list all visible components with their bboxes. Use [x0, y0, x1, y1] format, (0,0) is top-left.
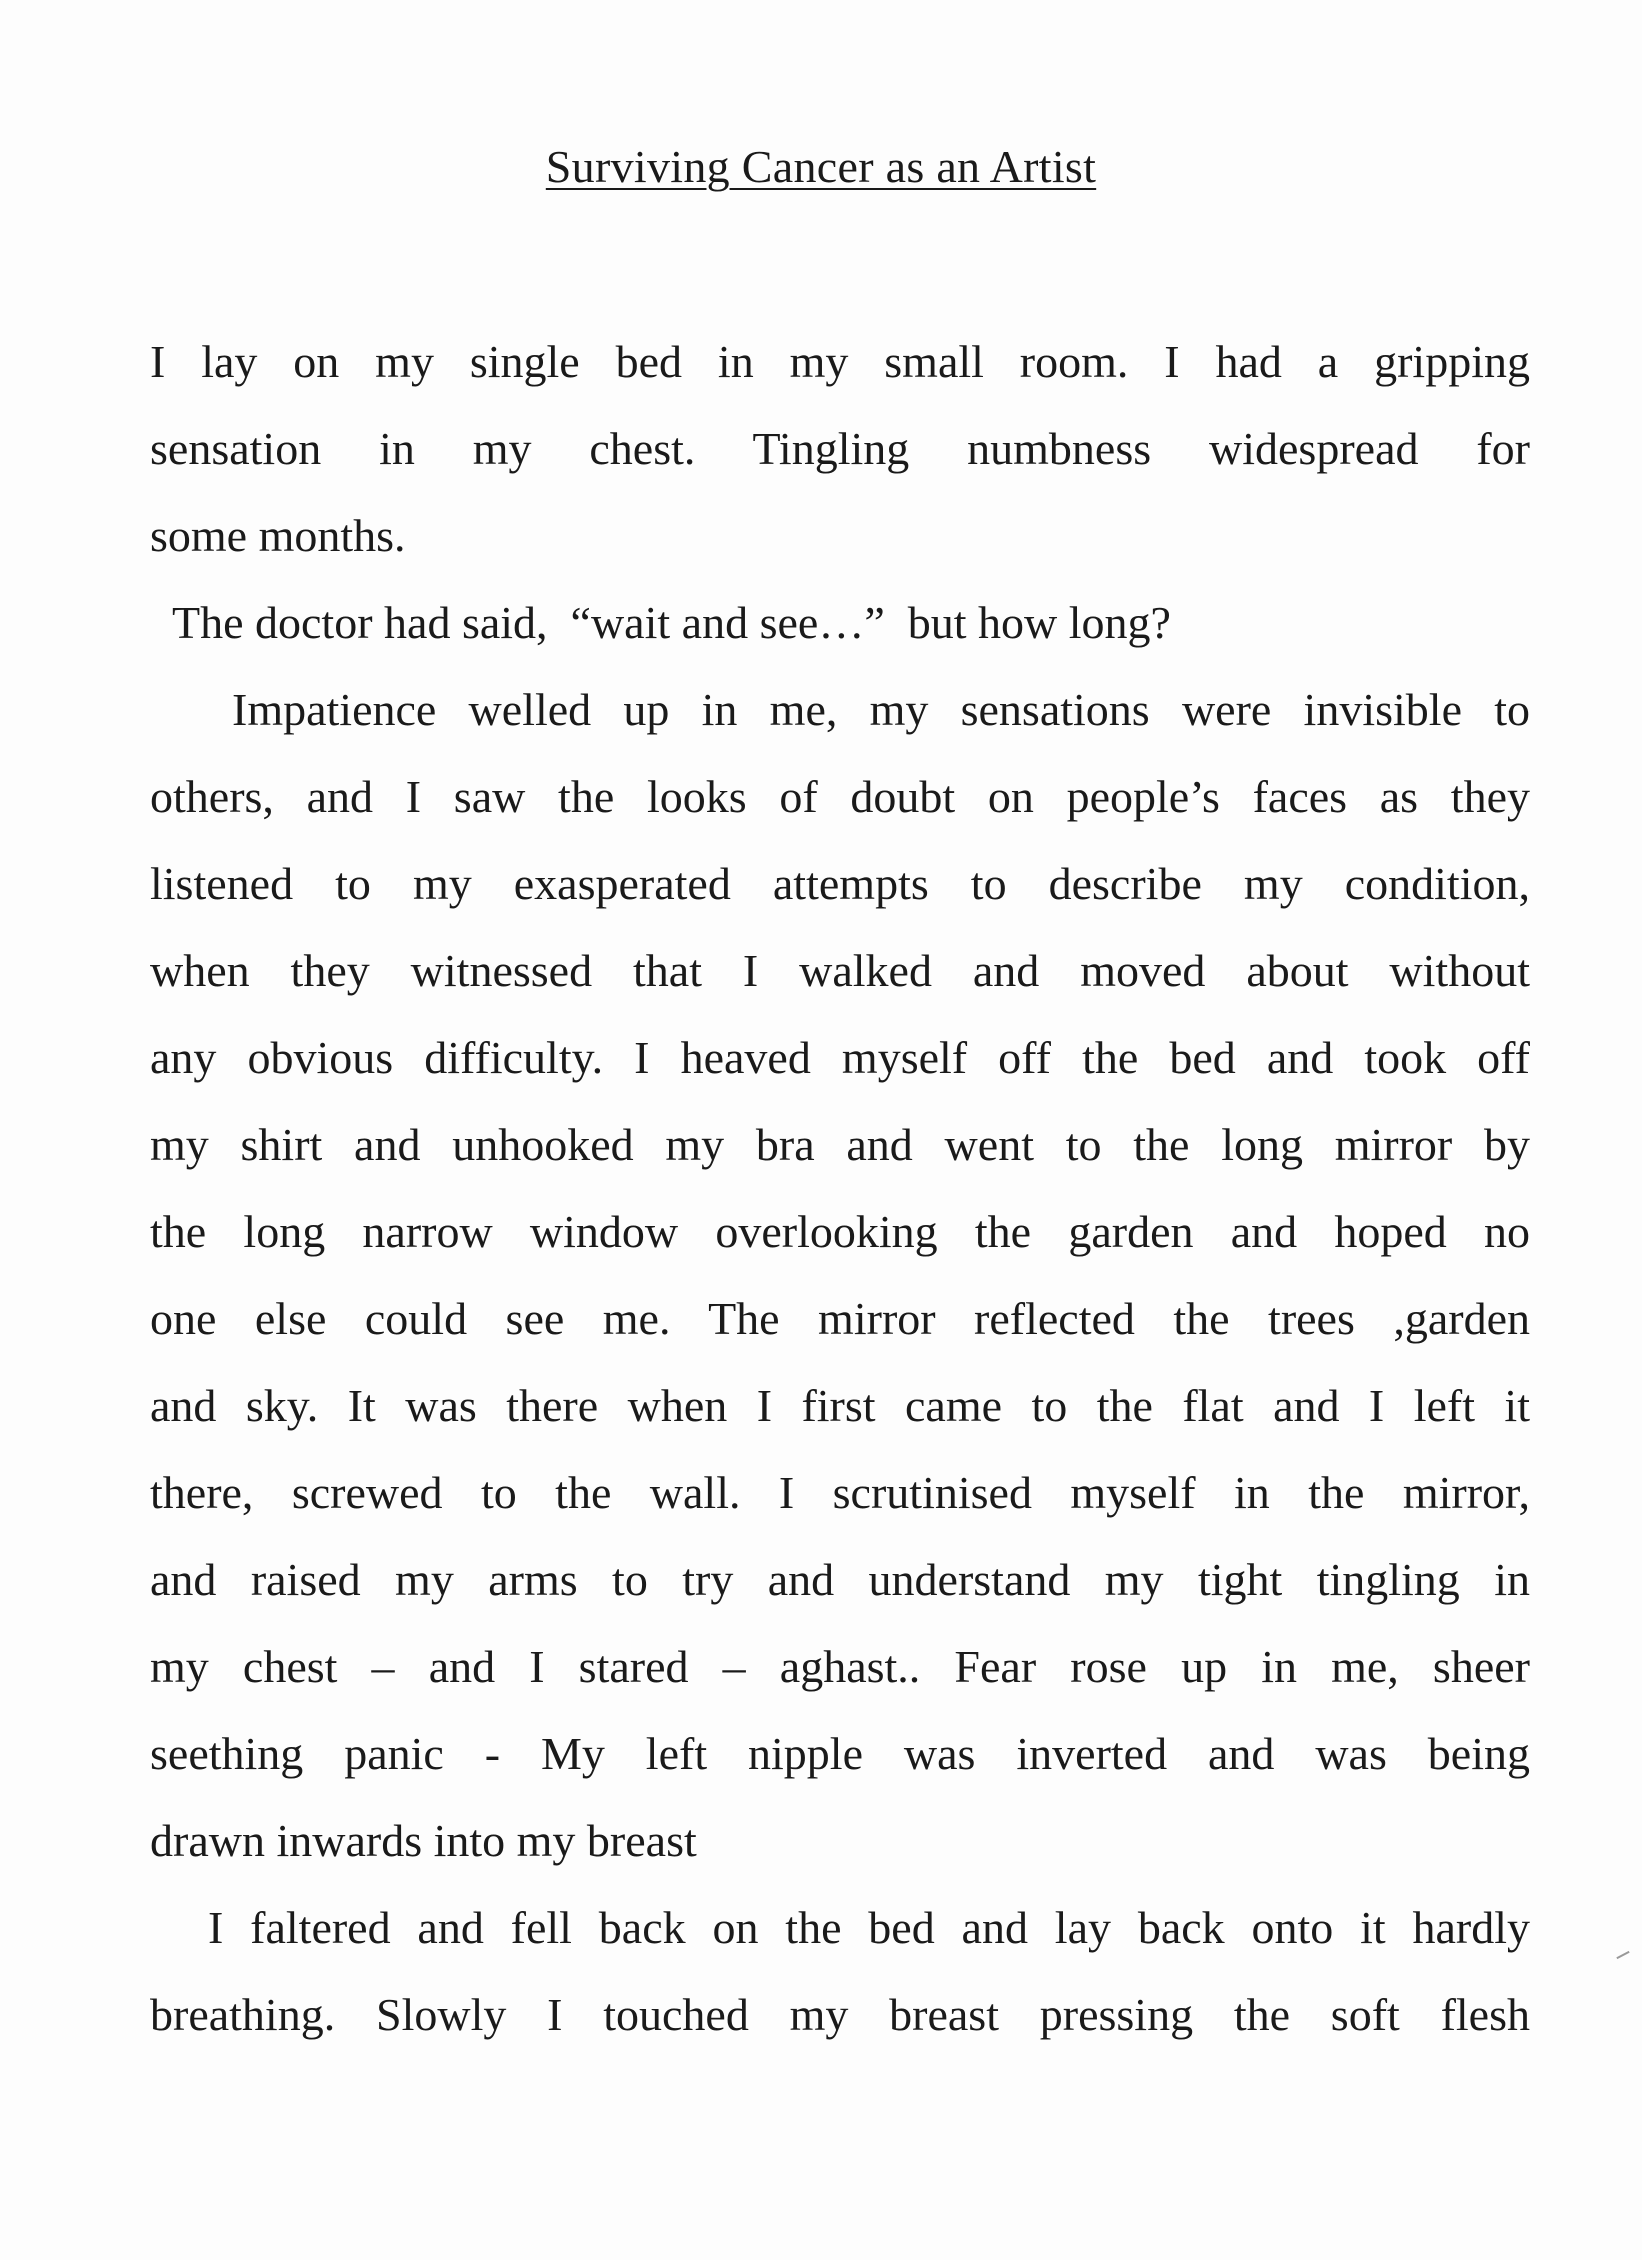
text-line: The doctor had said, “wait and see…” but how long?: [172, 597, 1171, 648]
text-line: breathing. Slowly I touched my breast pressing the soft flesh: [150, 1989, 1530, 2040]
text-line: some months.: [150, 510, 406, 561]
text-line: I faltered and fell back on the bed and lay back onto it hardly: [208, 1902, 1530, 1953]
text-line: the long narrow window overlooking the garden and hoped no: [150, 1206, 1530, 1257]
text-line: and raised my arms to try and understand my tight tingling in: [150, 1554, 1530, 1605]
text-line: any obvious difficulty. I heaved myself off the bed and took off: [150, 1032, 1530, 1083]
document-title: Surviving Cancer as an Artist: [545, 141, 1097, 192]
text-line: there, screwed to the wall. I scrutinised myself in the mirror,: [150, 1467, 1530, 1518]
text-line: seething panic - My left nipple was inverted and was being: [150, 1728, 1530, 1779]
text-line: listened to my exasperated attempts to describe my condition,: [150, 858, 1530, 909]
text-line: others, and I saw the looks of doubt on people’s faces as they: [150, 771, 1530, 822]
text-line: sensation in my chest. Tingling numbness widespread for: [150, 423, 1530, 474]
text-line: and sky. It was there when I first came to the flat and I left it: [150, 1380, 1530, 1431]
document-body: [150, 318, 1530, 2058]
text-line: when they witnessed that I walked and moved about without: [150, 945, 1530, 996]
scan-mark: [1616, 1951, 1629, 1959]
text-line: drawn inwards into my breast: [150, 1815, 697, 1866]
text-line: my shirt and unhooked my bra and went to the long mirror by: [150, 1119, 1530, 1170]
text-line: Impatience welled up in me, my sensations were invisible to: [232, 684, 1530, 735]
text-line: my chest – and I stared – aghast.. Fear rose up in me, sheer: [150, 1641, 1530, 1692]
text-line: I lay on my single bed in my small room. I had a gripping: [150, 336, 1530, 387]
text-line: one else could see me. The mirror reflected the trees ,garden: [150, 1293, 1530, 1344]
